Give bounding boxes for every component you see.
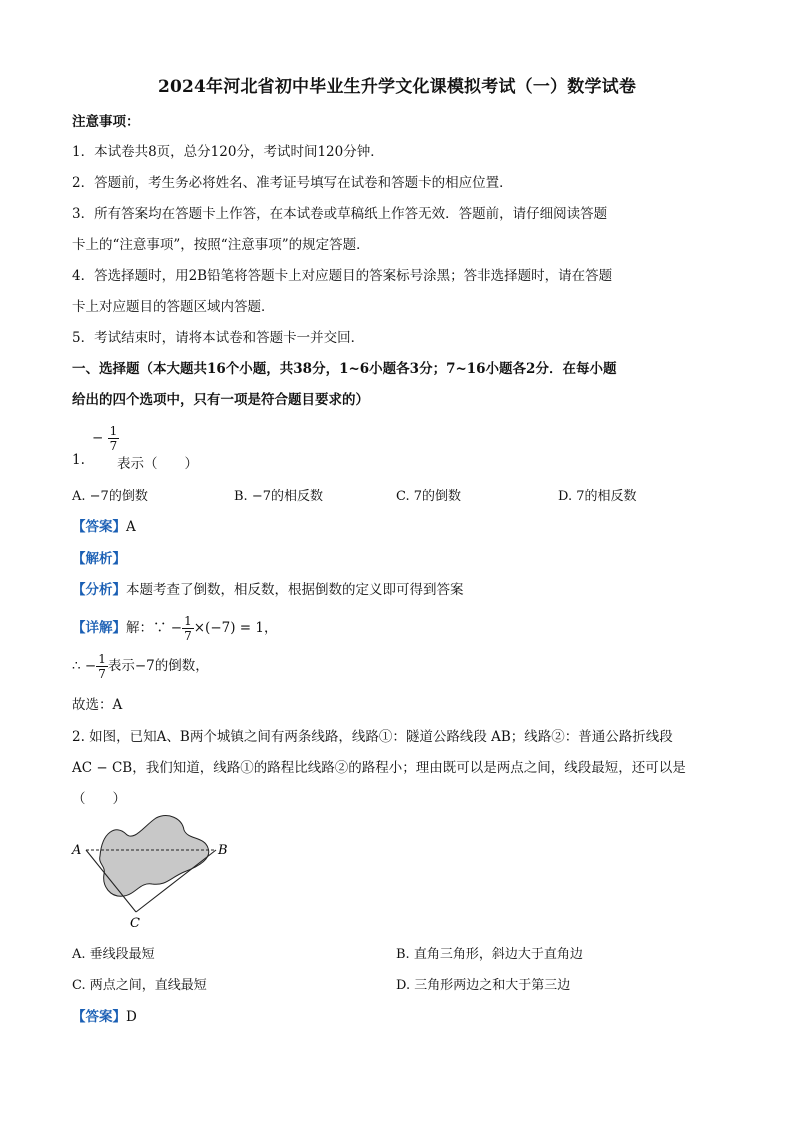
q1-stem-tail: 表示（ ） bbox=[117, 456, 198, 472]
label-a: A bbox=[72, 843, 82, 858]
fenxi-tag: 【分析】 bbox=[72, 582, 126, 598]
q1-detail bbox=[72, 614, 277, 643]
answer-tag: 【答案】 bbox=[72, 1009, 126, 1025]
q1-answer bbox=[72, 515, 136, 535]
q1-analysis bbox=[72, 547, 126, 567]
q1-option-a: A. −7的倒数 bbox=[72, 489, 148, 504]
answer-value: A bbox=[126, 519, 136, 535]
q2-option-d: D. 三角形两边之和大于第三边 bbox=[396, 978, 571, 993]
q1-fraction bbox=[108, 424, 120, 453]
q2-line-3: （ ） bbox=[72, 791, 126, 807]
label-b: B bbox=[218, 843, 228, 858]
notice-item: 1．本试卷共8页，总分120分，考试时间120分钟． bbox=[72, 144, 384, 160]
q1-number: 1. bbox=[72, 452, 85, 468]
notice-item: 5．考试结束时，请将本试卷和答题卡一并交回． bbox=[72, 330, 365, 346]
page-title: 2024年河北省初中毕业生升学文化课模拟考试（一）数学试卷 bbox=[157, 77, 637, 97]
detail-prefix: 解：∵ − bbox=[126, 620, 183, 636]
section-heading: 给出的四个选项中，只有一项是符合题目要求的） bbox=[72, 392, 369, 408]
detail-suffix: ×(−7) = 1， bbox=[193, 620, 278, 636]
q2-line-1: 2. 如图，已知A、B两个城镇之间有两条线路，线路①：隧道公路线段 AB；线路②：普通公路折线段 bbox=[72, 729, 673, 745]
notice-item: 2．答题前，考生务必将姓名、准考证号填写在试卷和答题卡的相应位置． bbox=[72, 175, 513, 191]
shaded-region bbox=[100, 816, 209, 897]
q1-option-b: B. −7的相反数 bbox=[234, 489, 323, 504]
q1-minus: − bbox=[92, 430, 104, 446]
notice-item: 4．答选择题时，用2B铅笔将答题卡上对应题目的答案标号涂黑；答非选择题时，请在答题 bbox=[72, 268, 613, 284]
q1-option-c: C. 7的倒数 bbox=[396, 489, 462, 504]
q1-frac-num: 1 bbox=[109, 424, 118, 438]
section-heading: 一、选择题（本大题共16个小题，共38分，1~6小题各3分；7~16小题各2分．在每小题 bbox=[72, 361, 617, 377]
notice-item: 卡上对应题目的答题区域内答题． bbox=[72, 299, 275, 315]
q2-answer bbox=[72, 1005, 137, 1025]
label-c: C bbox=[130, 916, 140, 931]
q1-choose: 故选：A bbox=[72, 697, 123, 713]
therefore-frac-num: 1 bbox=[98, 652, 106, 666]
detail-frac-num: 1 bbox=[184, 614, 192, 628]
therefore-suffix: 表示−7的倒数， bbox=[107, 658, 209, 674]
therefore-fraction bbox=[96, 652, 108, 681]
q2-option-c: C. 两点之间，直线最短 bbox=[72, 978, 207, 993]
q1-fraction-block bbox=[92, 424, 119, 453]
notice-item: 卡上的“注意事项”，按照“注意事项”的规定答题． bbox=[72, 237, 370, 253]
q1-fenxi bbox=[72, 578, 464, 598]
q1-therefore bbox=[72, 652, 209, 681]
q1-frac-den: 7 bbox=[109, 439, 118, 453]
q2-figure bbox=[66, 812, 236, 932]
therefore-frac-den: 7 bbox=[98, 667, 106, 681]
detail-tag: 【详解】 bbox=[72, 620, 126, 636]
detail-fraction bbox=[182, 614, 194, 643]
q2-option-b: B. 直角三角形，斜边大于直角边 bbox=[396, 947, 583, 962]
notice-item: 3．所有答案均在答题卡上作答，在本试卷或草稿纸上作答无效．答题前，请仔细阅读答题 bbox=[72, 206, 608, 222]
therefore-prefix: ∴ − bbox=[72, 658, 97, 674]
answer-value: D bbox=[126, 1009, 137, 1025]
q2-option-a: A. 垂线段最短 bbox=[72, 947, 155, 962]
fenxi-text: 本题考查了倒数，相反数，根据倒数的定义即可得到答案 bbox=[126, 582, 464, 598]
q1-option-d: D. 7的相反数 bbox=[558, 489, 637, 504]
answer-tag: 【答案】 bbox=[72, 519, 126, 535]
detail-frac-den: 7 bbox=[184, 629, 192, 643]
q2-line-2: AC − CB，我们知道，线路①的路程比线路②的路程小；理由既可以是两点之间，线段最短，还可以是 bbox=[72, 760, 686, 776]
notice-header: 注意事项： bbox=[72, 114, 140, 130]
analysis-tag: 【解析】 bbox=[72, 551, 126, 567]
